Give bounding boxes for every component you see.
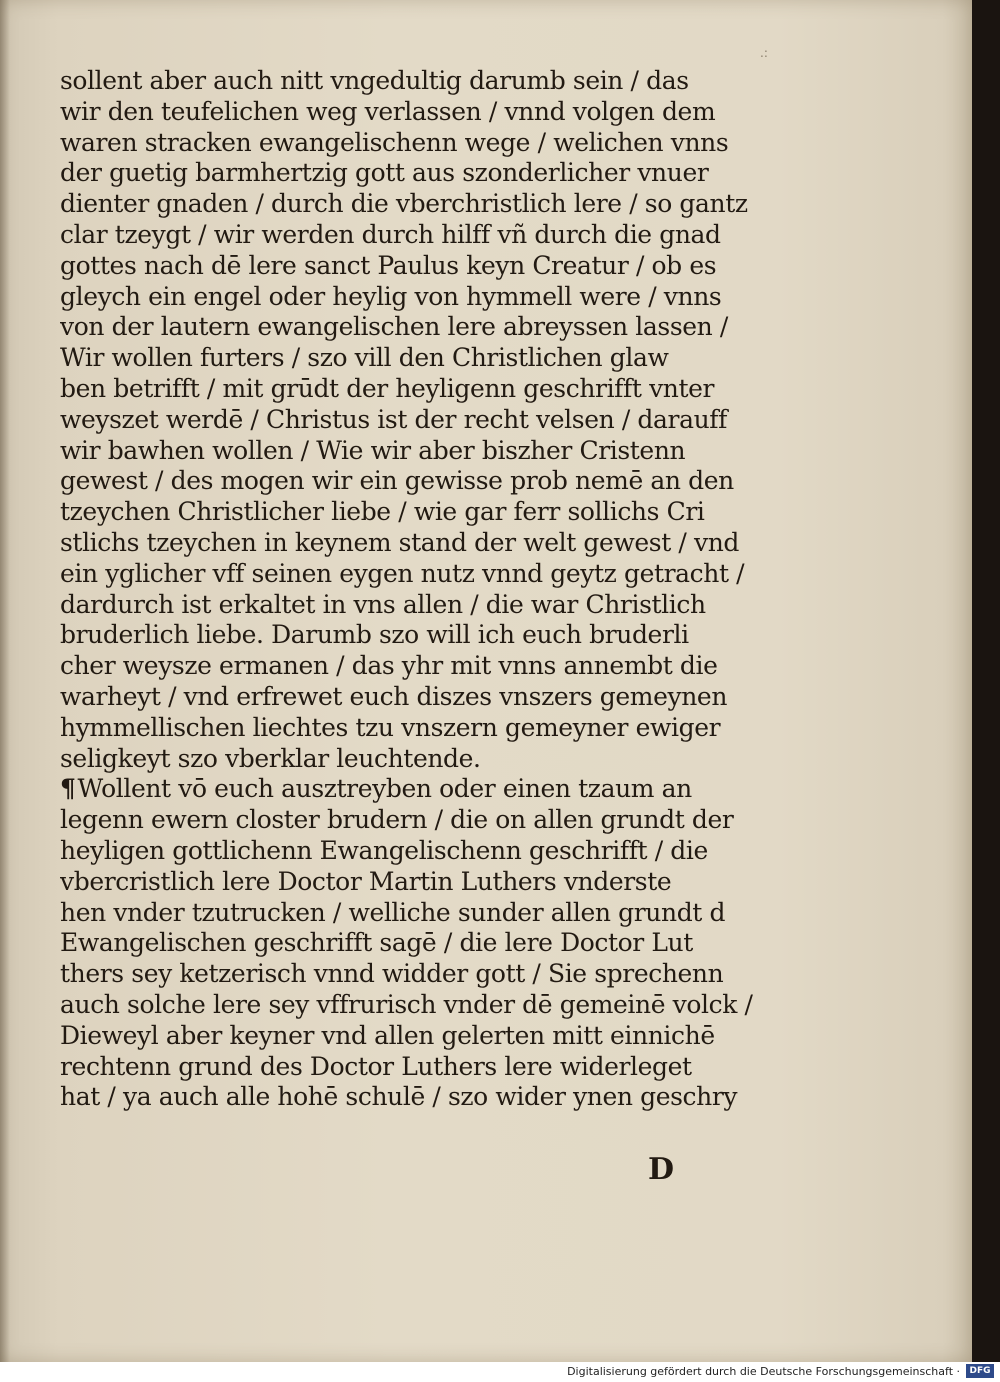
- text-line: dienter gnaden / durch die vberchristlich lere / so gantz: [60, 189, 748, 219]
- footer-bar: [0, 1362, 1000, 1382]
- text-line: legenn ewern closter brudern / die on allen grundt der: [60, 805, 734, 835]
- text-line: Wir wollen furters / szo vill den Christlichen glaw: [60, 343, 669, 373]
- text-line: hat / ya auch alle hohē schulē / szo wider ynen geschry: [60, 1082, 738, 1112]
- text-line: hymmellischen liechtes tzu vnszern gemeyner ewiger: [60, 712, 721, 742]
- text-line: stlichs tzeychen in keynem stand der welt gewest / vnd: [60, 527, 740, 557]
- text-line: warheyt / vnd erfrewet euch diszes vnszers gemeynen: [60, 681, 728, 711]
- corner-mark: .:: [760, 46, 768, 60]
- text-line: heyligen gottlichenn Ewangelischenn geschrifft / die: [60, 835, 708, 865]
- text-line: seligkeyt szo vberklar leuchtende.: [60, 743, 481, 773]
- dfg-logo: DFG: [966, 1364, 994, 1378]
- text-line-content: Wollent vō euch ausztreyben oder einen tzaum an: [77, 774, 692, 804]
- funding-credit: Digitalisierung gefördert durch die Deutsche Forschungsgemeinschaft ·: [567, 1365, 960, 1378]
- text-line: ben betrifft / mit grūdt der heyligenn geschrifft vnter: [60, 373, 715, 403]
- signature-mark: D: [648, 1152, 675, 1187]
- text-line: Ewangelischen geschrifft sagē / die lere Doctor Lut: [60, 928, 693, 958]
- text-line: weyszet werdē / Christus ist der recht velsen / darauff: [60, 404, 727, 434]
- text-line: sollent aber auch nitt vngedultig darumb sein / das: [60, 66, 689, 95]
- text-line: hen vnder tzutrucken / welliche sunder allen grundt d: [60, 897, 726, 927]
- text-line: thers sey ketzerisch vnnd widder gott / Sie sprechenn: [60, 959, 724, 989]
- text-line: bruderlich liebe. Darumb szo will ich euch bruderli: [60, 620, 689, 650]
- text-line: der guetig barmhertzig gott aus szonderlicher vnuer: [60, 158, 709, 188]
- text-line: dardurch ist erkaltet in vns allen / die war Christlich: [60, 589, 706, 619]
- text-line: tzeychen Christlicher liebe / wie gar ferr sollichs Cri: [60, 497, 705, 527]
- text-line-paragraph-start: [60, 774, 780, 805]
- text-line: gottes nach dē lere sanct Paulus keyn Creatur / ob es: [60, 250, 717, 280]
- text-line: gewest / des mogen wir ein gewisse prob nemē an den: [60, 466, 734, 496]
- text-line: gleych ein engel oder heylig von hymmell were / vnns: [60, 281, 722, 311]
- text-line: wir den teufelichen weg verlassen / vnnd volgen dem: [60, 96, 716, 126]
- text-line: rechtenn grund des Doctor Luthers lere widerleget: [60, 1051, 692, 1081]
- text-line: vbercristlich lere Doctor Martin Luthers vnderste: [60, 866, 672, 896]
- text-line: Dieweyl aber keyner vnd allen gelerten mitt einnichē: [60, 1020, 715, 1050]
- paragraph-mark-icon: ¶: [60, 774, 76, 804]
- spine-shadow: [0, 0, 10, 1362]
- text-line: ein yglicher vff seinen eygen nutz vnnd geytz getracht /: [60, 558, 745, 588]
- text-line: clar tzeygt / wir werden durch hilff vñ durch die gnad: [60, 219, 721, 249]
- text-line: wir bawhen wollen / Wie wir aber biszher Cristenn: [60, 435, 686, 465]
- text-block: [60, 66, 780, 1113]
- text-line: waren stracken ewangelischenn wege / welichen vnns: [60, 127, 729, 157]
- text-line: cher weysze ermanen / das yhr mit vnns annembt die: [60, 651, 718, 681]
- text-line: von der lautern ewangelischen lere abreyssen lassen /: [60, 312, 728, 342]
- text-line: auch solche lere sey vffrurisch vnder dē gemeinē volck /: [60, 989, 753, 1019]
